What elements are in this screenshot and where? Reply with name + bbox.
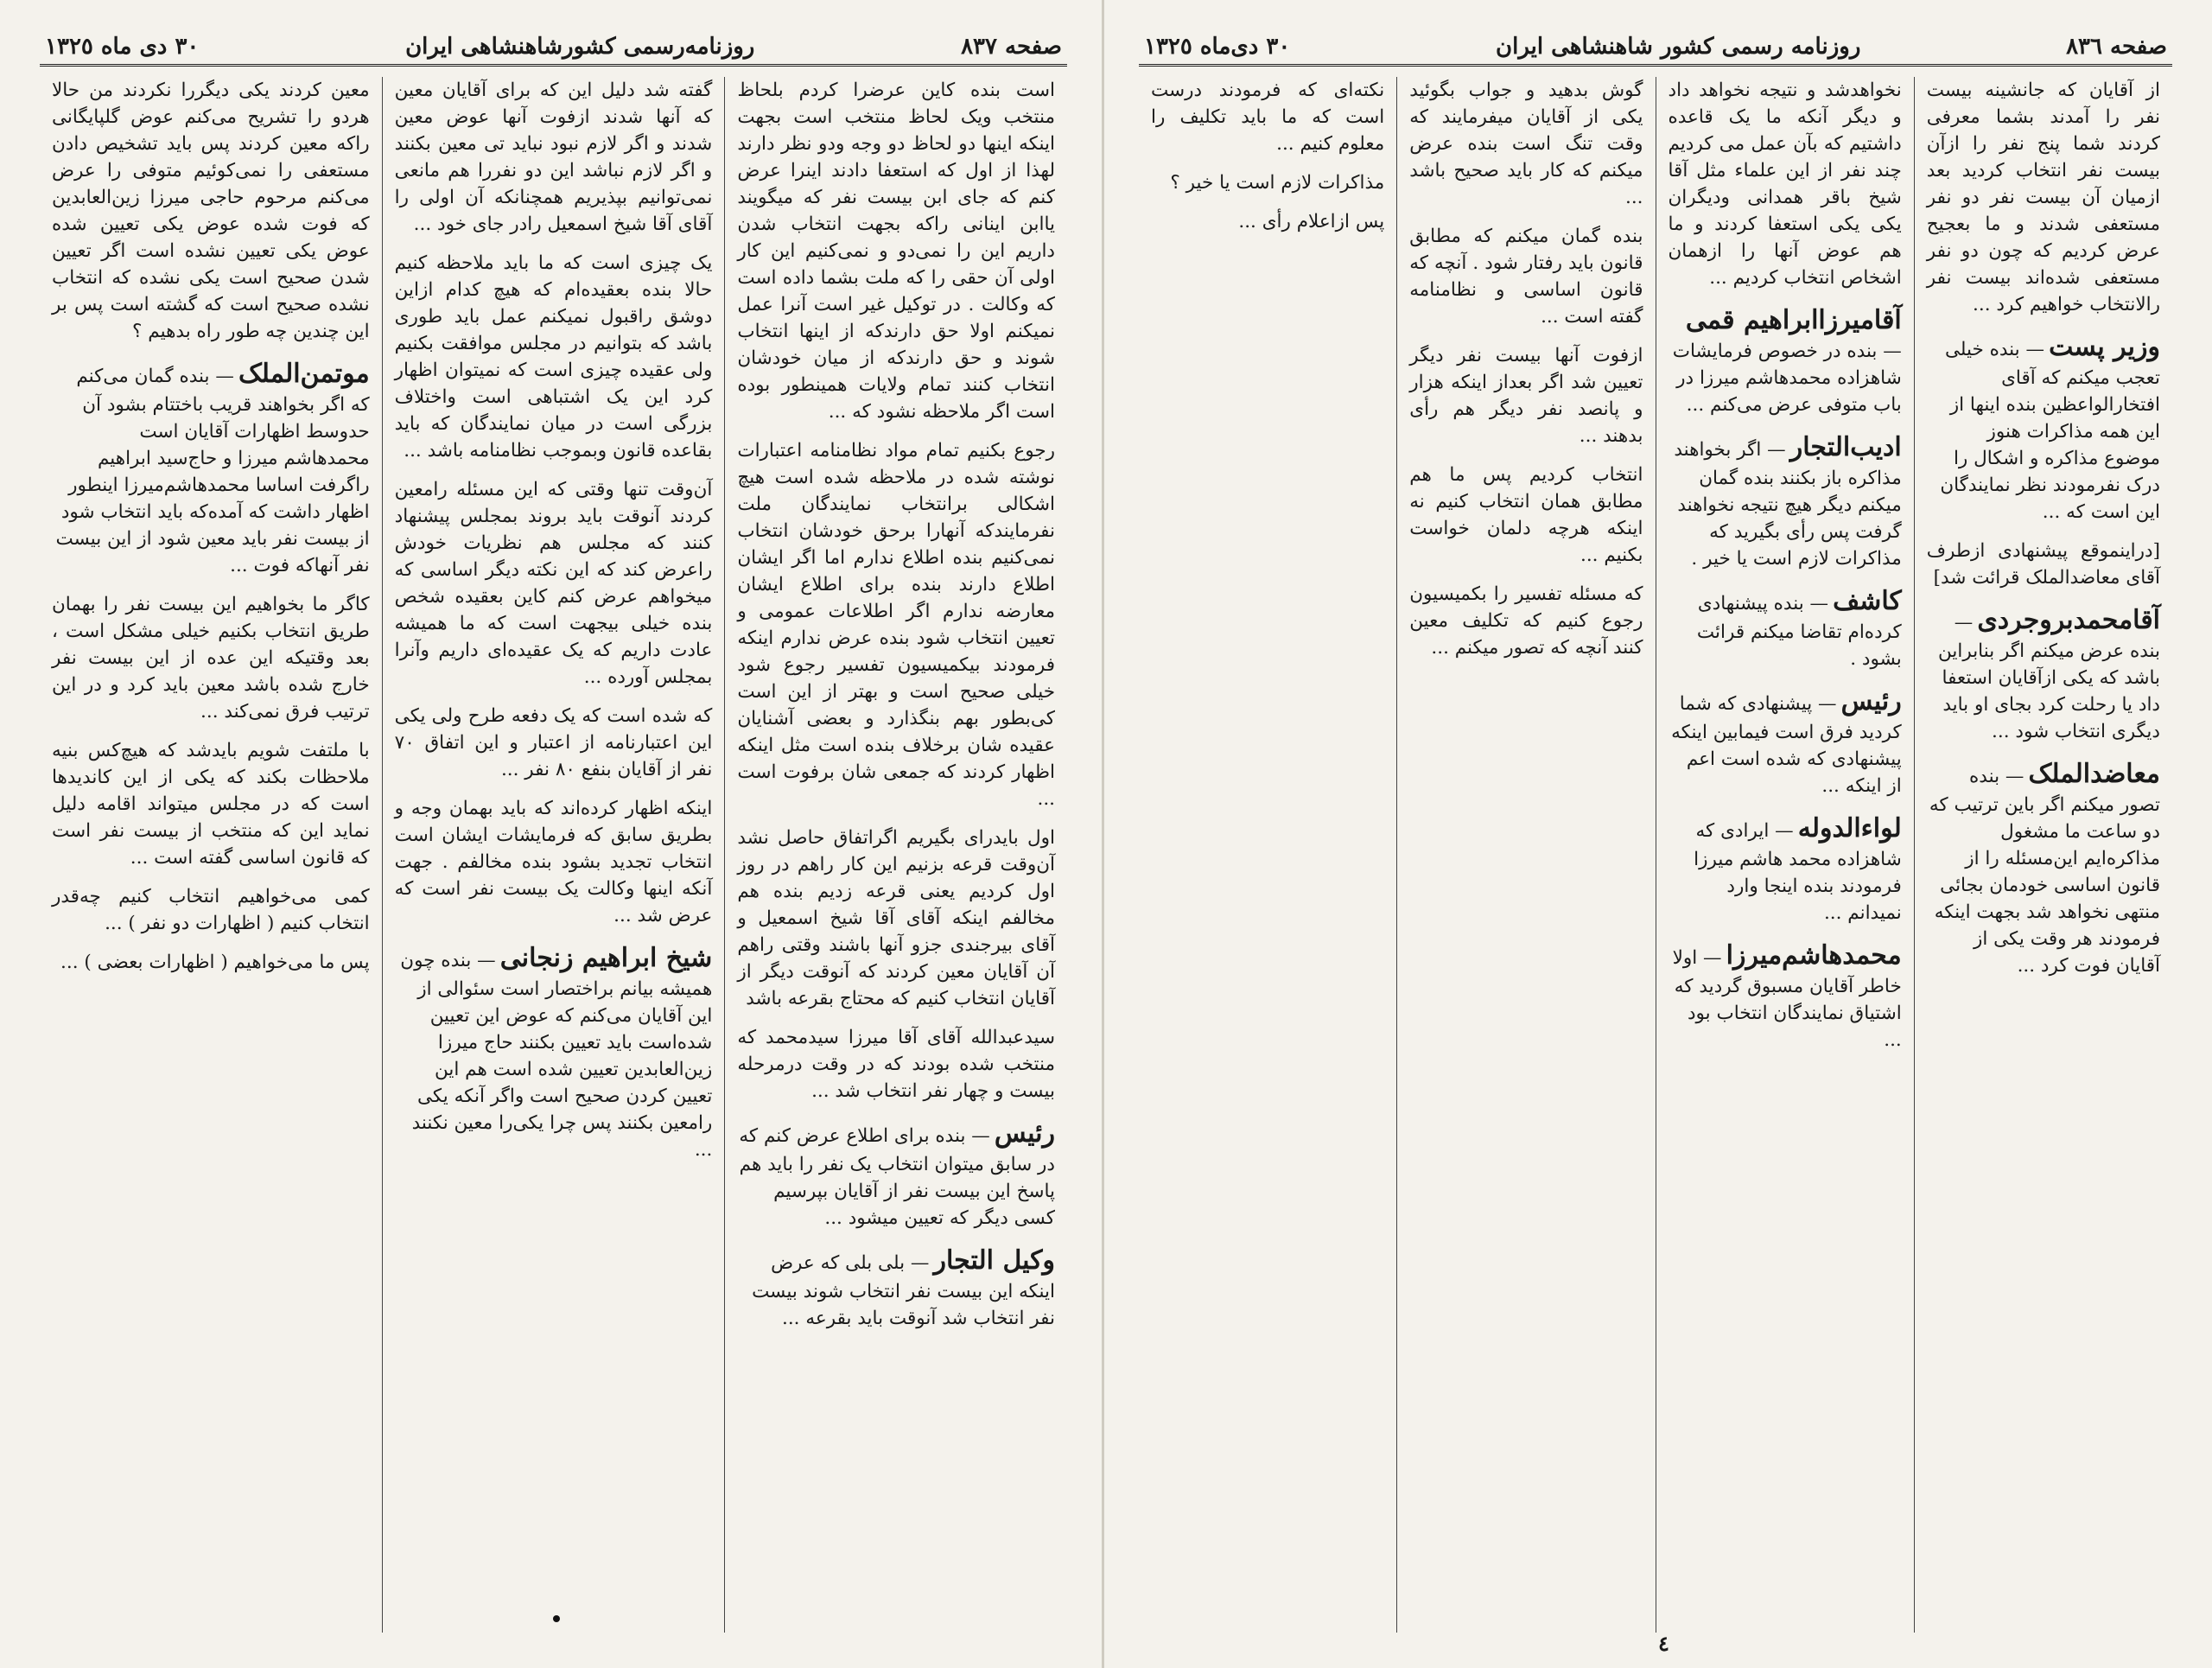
text-block (1920, 538, 2160, 591)
right-page (1102, 0, 2212, 1668)
paragraph: کاگر ما بخواهیم این بیست نفر را بهمان طریق انتخاب بکنیم خیلی مشکل است ، بعد وقتیکه این عده از این بیست نفر خارج شده باشد معین باید کرد و در این ترتیب فرق نمی‌کند ... (46, 594, 370, 723)
speech-block (1669, 584, 1902, 672)
speech-block (1669, 812, 1902, 926)
text-block (388, 476, 713, 691)
left-page-date: ٣٠ دی ماه ١٣٢٥ (45, 34, 200, 60)
text-block (731, 437, 1055, 812)
paragraph: آن‌وقت تنها وقتی که این مسئله رامعین کردند آنوقت باید بروند بمجلس پیشنهاد کنند که مجلس هم نظریات خودش راعرض کند که این نکته دیگر اساسی که میخواهم عرض کنم کاین بعقیده شخص بنده خیلی بیجهت است که ما همیشه عادت داریم که یک عقیده‌ای داریم وآنرا بمجلس آورده ... (388, 479, 713, 688)
left-newspaper-title: روزنامه‌رسمی کشورشاهنشاهی ایران (405, 34, 755, 60)
left-columns (40, 77, 1067, 1633)
text-block (1662, 77, 1902, 291)
paragraph: است بنده کاین عرضرا کردم بلحاظ منتخب ویک لحاظ منتخب است بجهت اینکه اینها دو لحاظ دو وجه ودو نظر دارند لهذا از اول که استعفا دادند اینرا عرض کنم که جای ابن بیست نفر که میگویند یاابن اینانی راکه بجهت انتخاب شدن داریم این را نمی‌دو و نمی‌کنیم این کار اولی آن حقی را که ملت بشما داده است که وکالت . در توکیل غیر است آنرا عمل نمیکنم اولا حق دارندکه از اینها انتخاب شوند و حق دارندکه از میان خودشان انتخاب کنند تمام ولایات همینطور بوده است اگر ملاحظه نشود که ... (731, 80, 1056, 423)
speech-text: — پیشنهادی که شما کردید فرق است فیمابین اینکه پیشنهادی که شده است اعم از اینکه ... (1671, 693, 1902, 797)
text-block (52, 949, 370, 976)
left-column-1 (725, 77, 1067, 1633)
right-newspaper-title: روزنامه رسمی کشور شاهنشاهی ایران (1496, 34, 1861, 60)
right-column-4 (1139, 77, 1397, 1633)
paragraph: بنده گمان میکنم که مطابق قانون باید رفتار شود . آنچه که قانون اساسی و نظامنامه گفته است ... (1403, 226, 1643, 328)
speaker-name: کاشف (1833, 586, 1902, 616)
paragraph: پس ما می‌خواهیم ( اظهارات بعضی ) ... (60, 952, 370, 973)
speech-block (395, 941, 713, 1163)
speaker-name: ادیب‌التجار (1789, 432, 1902, 462)
left-column-3 (40, 77, 383, 1633)
speech-block (737, 1117, 1055, 1232)
speech-block (1927, 603, 2160, 745)
left-page-header (40, 29, 1067, 67)
right-columns (1139, 77, 2172, 1633)
speech-text: — اگر بخواهند مذاکره باز بکنند بنده گمان میکنم دیگر هیچ نتیجه نخواهند گرفت پس رأی بگیرید که مذاکرات لازم است یا خیر . (1674, 439, 1902, 570)
speech-text: — بلی بلی که عرض اینکه این بیست نفر انتخاب شوند بیست نفر انتخاب شد آنوقت باید بقرعه ... (752, 1252, 1055, 1329)
paragraph: [دراینموقع پیشنهادی ازطرف آقای معاضدالملک قرائت شد] (1920, 540, 2160, 589)
paragraph: یک چیزی است که ما باید ملاحظه کنیم حالا بنده بعقیده‌ام که هیچ کدام ازاین دوشق راقبول نمیکنم عمل باید طوری باشد که بتوانیم در مجلس موافقت بکنیم ولی عقیده چیزی است که نمیتوان اظهار کرد این یک اشتباهی است واختلاف بزرگی است در میان نمایندگان که باید بقاعده قانون وبموجب نظامنامه باشد ... (388, 252, 713, 462)
speaker-name: موتمن‌الملک (238, 359, 370, 389)
right-column-2 (1656, 77, 1915, 1633)
right-column-3 (1397, 77, 1656, 1633)
speaker-name: محمدهاشم‌میرزا (1726, 940, 1902, 971)
paragraph: با ملتفت شویم بایدشد که هیچ‌کس بنیه ملاحظات بکند که یکی از این کاندیدها است که در مجلس میتواند اقامه دلیل نماید این که منتخب از بیست نفر است که قانون اساسی گفته است ... (46, 740, 370, 869)
bullet-mark (553, 1615, 560, 1622)
speech-text: — بنده خیلی تعجب میکنم که آقای افتخارالواعظین بنده اینها از این همه مذاکرات هنوز موضوع مذاکره و اشکال را درک نفرمودند نظر نمایندگان این است که ... (1940, 339, 2160, 523)
text-block (46, 883, 370, 937)
left-column-2 (383, 77, 726, 1633)
paragraph: نخواهدشد و نتیجه نخواهد داد و دیگر آنکه ما یک قاعده داشتیم که بآن عمل می کردیم چند نفر از این علماء مثل آقا شیخ باقر همدانی ودیگران یکی یکی استعفا کردند و ما هم عوض آنها را ازهمان اشخاص انتخاب کردیم ... (1662, 80, 1902, 289)
text-block (1920, 77, 2160, 318)
paragraph: گوش بدهید و جواب بگوئید یکی از آقایان میفرمایند که وقت تنگ است بنده عرض میکنم که کار باید صحیح باشد ... (1403, 80, 1643, 208)
speaker-name: شیخ ابراهیم زنجانی (499, 943, 713, 973)
paragraph: پس ازاعلام رأی ... (1238, 211, 1385, 232)
speech-text: — بنده عرض میکنم اگر بنابراین باشد که یکی ازآقایان استعفا داد یا رحلت کرد بجای او باید دیگری انتخاب شود ... (1938, 612, 2160, 742)
speaker-name: رئیس (1840, 686, 1902, 716)
paragraph: نکته‌ای که فرمودند درست است که ما باید تکلیف را معلوم کنیم ... (1145, 80, 1385, 155)
speaker-name: معاضدالملک (2028, 759, 2160, 789)
speech-text: — بنده تصور میکنم اگر باین ترتیب که دو ساعت ما مشغول مذاکره‌ایم این‌مسئله را از قانون اساسی خودمان بجائی منتهی نخواهد شد بجهت اینکه فرمودند هر وقت یکی از آقایان فوت کرد ... (1929, 766, 2160, 977)
paragraph: که مسئله تفسیر را بکمیسیون رجوع کنیم که تکلیف معین کنند آنچه که تصور میکنم ... (1403, 583, 1643, 659)
paragraph: اول بایدرای بگیریم اگراتفاق حاصل نشد آن‌وقت قرعه بزنیم این کار راهم در روز اول کردیم یعنی قرعه زدیم بنده هم مخالفم اینکه آقای آقا شیخ اسمعیل و آقای بیرجندی جزو آنها باشند وقتی راهم آن آقایان معین کردند که آنوقت دیگر از آقایان انتخاب کنیم که محتاج بقرعه باشد (731, 827, 1055, 1009)
text-block (388, 795, 713, 929)
paragraph: انتخاب کردیم پس ما هم مطابق همان انتخاب کنیم نه اینکه هرچه دلمان خواست بکنیم ... (1403, 464, 1643, 566)
right-column-1 (1915, 77, 2172, 1633)
speech-text: — بنده برای اطلاع عرض کنم که در سابق میتوان انتخاب یک نفر را باید هم پاسخ این بیست نفر از آقایان بپرسیم کسی دیگر که تعیین میشود ... (739, 1125, 1055, 1229)
speech-block (1669, 303, 1902, 418)
speech-text: — اولا خاطر آقایان مسبوق گردید که اشتیاق نمایندگان انتخاب بود ... (1672, 947, 1902, 1051)
text-block (46, 591, 370, 725)
text-block (46, 77, 370, 345)
text-block (731, 1024, 1055, 1105)
speech-block (1669, 939, 1902, 1054)
speech-text: — بنده چون همیشه بیانم براختصار است سئوالی از این آقایان می‌کنم که عوض این تعیین شده‌است باید تعیین بکنند حاج میرزا زین‌العابدین تعیین شده است هم این تعیین کردن صحیح است واگر آنکه یکی رامعین بکنند پس چرا یکی‌را معین نکنند ... (400, 950, 713, 1161)
speech-block (1669, 430, 1902, 572)
text-block (1145, 77, 1385, 157)
speech-text: — بنده در خصوص فرمایشات شاهزاده محمدهاشم میرزا در باب متوفی عرض می‌کنم ... (1672, 341, 1902, 416)
text-block (1403, 77, 1643, 211)
text-block (46, 737, 370, 871)
text-block (731, 77, 1056, 425)
text-block (1403, 581, 1643, 661)
speaker-name: وکیل التجار (933, 1245, 1055, 1276)
paragraph: رجوع بکنیم تمام مواد نظامنامه اعتبارات نوشته شده در ملاحظه شده است هیچ اشکالی برانتخاب نمایندگان ملت نفرمایندکه آنهارا برحق خودشان انتخاب نمی‌کنیم بنده اطلاع ندارم اما اگر ایشان اطلاع دارند بنده برای اطلاع ایشان معارضه ندارم اگر اطلاعات عمومی و تعیین انتخاب شود بنده عرض ندارم اینکه فرمودند بیکمیسیون تفسیر رجوع شود خیلی صحیح است و بهتر از این است کی‌بطور بهم بنگذارد و بعضی آشنایان عقیده شان برخلاف بنده است مثل اینکه اظهار کردند که جمعی شان برفوت است ... (731, 440, 1055, 810)
speaker-name: آقامحمدبروجردی (1977, 605, 2160, 635)
text-block (1403, 342, 1643, 449)
speech-text: — بنده گمان می‌کنم که اگر بخواهند قریب باختتام بشود آن حدوسط اظهارات آقایان است محمدهاشم میرزا و حاج‌سید ابراهیم راگرفت اساسا محمدهاشم‌میرزا اینطور اظهار داشت که آمده‌که باید انتخاب شود از بیست نفر باید معین شود از این بیست نفر آنهاکه فوت ... (55, 366, 370, 576)
paragraph: مذاکرات لازم است یا خیر ؟ (1170, 172, 1385, 194)
paragraph: که شده است که یک دفعه طرح ولی یکی این اعتبارنامه از اعتبار و این اتفاق ۷۰ نفر از آقایان بنفع ۸۰ نفر ... (388, 705, 713, 780)
speaker-name: لواءالدوله (1797, 813, 1902, 844)
speech-block (1927, 757, 2160, 979)
paragraph: کمی می‌خواهیم انتخاب کنیم چه‌قدر انتخاب کنیم ( اظهارات دو نفر ) ... (46, 886, 370, 934)
text-block (1403, 462, 1643, 569)
speaker-name: وزیر پست (2049, 332, 2160, 362)
speaker-name: آقامیرزاابراهیم قمی (1685, 305, 1902, 335)
right-page-date: ٣٠ دی‌ماه ١٣٢٥ (1144, 34, 1291, 60)
speech-text: — ایرادی که شاهزاده محمد هاشم میرزا فرمودند بنده اینجا وارد نمیدانم ... (1694, 820, 1902, 924)
text-block (388, 250, 713, 464)
text-block (1403, 223, 1643, 330)
left-page (0, 0, 1102, 1668)
paragraph: از آقایان که جانشینه بیست نفر را آمدند بشما معرفی کردند شما پنج نفر را ازآن بیست نفر انتخاب کردید بعد ازمیان آن بیست نفر دو نفر مستعفی شدند و ما بعجیح عرض کردیم که چون دو نفر مستعفی شده‌اند بیست نفر رالانتخاب خواهیم کرد ... (1920, 80, 2160, 315)
speech-block (1927, 330, 2160, 525)
text-block (1151, 208, 1384, 235)
paragraph: سیدعبدالله آقای آقا میرزا سیدمحمد که منتخب شده بودند که در وقت درمرحله بیست و چهار نفر انتخاب شد ... (731, 1027, 1055, 1102)
paragraph: ازفوت آنها بیست نفر دیگر تعیین شد اگر بعداز اینکه هزار و پانصد نفر دیگر هم رأی بدهند ... (1403, 345, 1643, 447)
text-block (731, 824, 1055, 1012)
right-page-label: صفحه ٨٣٦ (2066, 34, 2167, 60)
speaker-name: رئیس (994, 1118, 1055, 1149)
page-number: ٤ (1658, 1631, 1669, 1656)
paragraph: معین کردند یکی دیگررا نکردند من حالا هردو را تشریح می‌کنم عوض گلپایگانی راکه معین کردند پس باید تشخیص دادن مستعفی را نمی‌کوئیم متوفی را عرض می‌کنم مرحوم حاجی میرزا زین‌العابدین که فوت شده عوض یکی تعیین شده عوض یکی تعیین نشده است اگر تعیین شدن صحیح است یکی نشده که انتخاب نشده صحیح است که گشته است پس بر این چندین چه طور راه بدهیم ؟ (46, 80, 370, 342)
paragraph: گفته شد دلیل این که برای آقایان معین که آنها شدند ازفوت آنها عوض معین شدند و اگر لازم نبود نباید تی معین بکنند و اگر لازم نباشد این دو نفررا هم مانعی نمی‌توانیم بپذیریم همچنانکه آن اولی را آقای آقا شیخ اسمعیل رادر جای خود ... (388, 80, 713, 235)
right-page-header (1139, 29, 2172, 67)
speech-text: — بنده پیشنهادی کرده‌ام تقاضا میکنم قرائت بشود . (1696, 593, 1902, 670)
text-block (388, 77, 713, 238)
speech-block (1669, 684, 1902, 799)
text-block (1151, 169, 1384, 196)
speech-block (737, 1244, 1055, 1332)
left-page-label: صفحه ٨٣٧ (961, 34, 1062, 60)
text-block (388, 703, 713, 783)
speech-block (52, 357, 370, 579)
paragraph: اینکه اظهار کرده‌اند که باید بهمان وجه و بطریق سابق که فرمایشات ایشان است انتخاب تجدید بشود بنده مخالفم . جهت آنکه اینها وکالت یک بیست نفر است که عرض شد ... (388, 798, 713, 926)
